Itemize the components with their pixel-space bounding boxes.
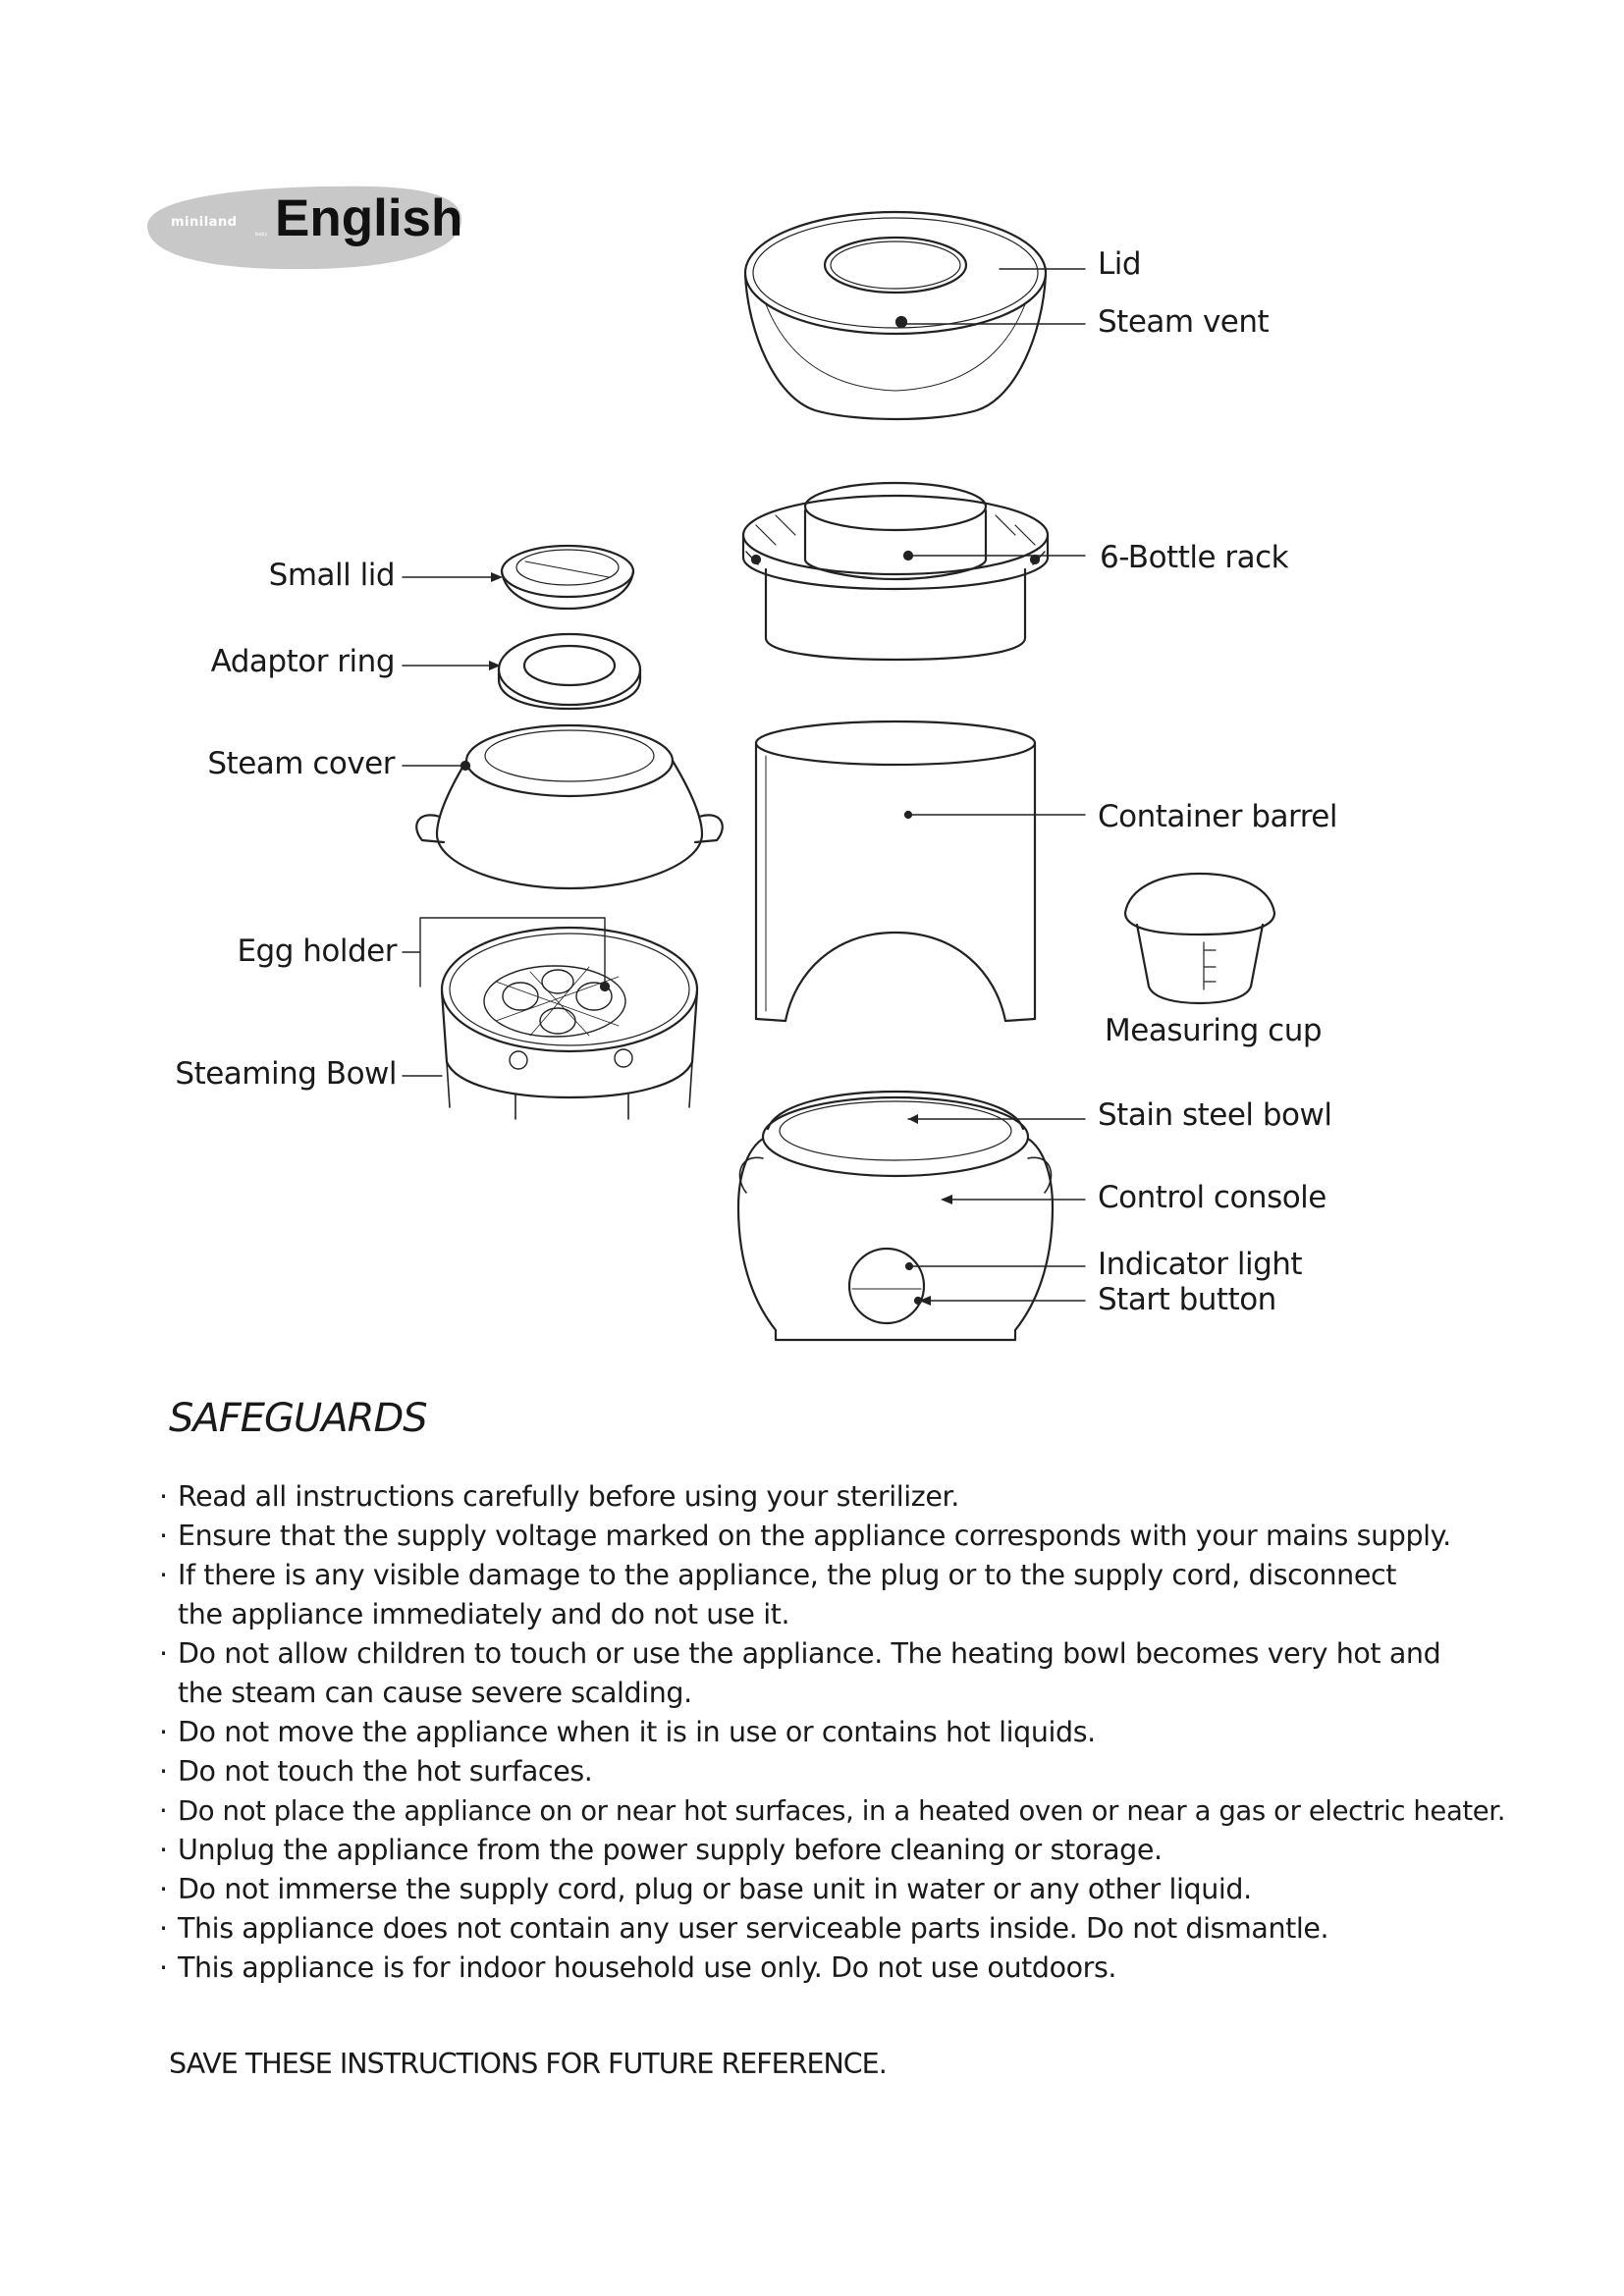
label-container-barrel: Container barrel [1098, 799, 1337, 834]
list-item: · If there is any visible damage to the appliance, the plug or to the supply cord, disconnect the appliance immediately and do not use it. [159, 1556, 1444, 1634]
label-lid: Lid [1098, 246, 1142, 282]
language-title: English [275, 189, 463, 247]
label-bottle-rack: 6-Bottle rack [1100, 540, 1289, 575]
label-start-button: Start button [1098, 1282, 1276, 1317]
list-item: · Do not immerse the supply cord, plug or base unit in water or any other liquid. [159, 1870, 1534, 1909]
label-egg-holder: Egg holder [237, 934, 397, 969]
label-adaptor-ring: Adaptor ring [210, 644, 395, 679]
lid-illustration [745, 212, 1046, 419]
label-stain-steel-bowl: Stain steel bowl [1098, 1097, 1332, 1133]
list-item: · Unplug the appliance from the power supply before cleaning or storage. [159, 1831, 1534, 1870]
label-steam-cover: Steam cover [207, 746, 395, 781]
save-instructions-note: SAVE THESE INSTRUCTIONS FOR FUTURE REFERENCE. [169, 2048, 887, 2080]
measuring-cup-illustration [1125, 874, 1274, 1003]
list-item: · Do not place the appliance on or near hot surfaces, in a heated oven or near a gas or electric heater. [159, 1791, 1534, 1831]
label-control-console: Control console [1098, 1180, 1326, 1215]
list-item: · Do not move the appliance when it is in use or contains hot liquids. [159, 1713, 1534, 1752]
safeguards-title: SAFEGUARDS [169, 1396, 427, 1441]
bottle-rack-illustration [743, 483, 1048, 660]
steaming-bowl-illustration [442, 928, 697, 1119]
list-item: · This appliance does not contain any user serviceable parts inside. Do not dismantle. [159, 1909, 1534, 1949]
list-item: · Do not touch the hot surfaces. [159, 1752, 1534, 1791]
label-steaming-bowl: Steaming Bowl [175, 1056, 397, 1092]
label-small-lid: Small lid [268, 558, 395, 593]
list-item: · Do not allow children to touch or use the appliance. The heating bowl becomes very hot and the steam can cause severe scalding. [159, 1634, 1464, 1713]
list-item: · Ensure that the supply voltage marked on the appliance corresponds with your mains supply. [159, 1517, 1534, 1556]
brand-sub-logo: baby [255, 232, 268, 238]
brand-logo: miniland [171, 215, 238, 230]
steam-cover-illustration [416, 725, 723, 888]
safeguards-list [159, 1477, 1534, 1988]
list-item: · Read all instructions carefully before using your sterilizer. [159, 1477, 1534, 1517]
label-measuring-cup: Measuring cup [1105, 1013, 1323, 1048]
adaptor-ring-illustration [499, 634, 640, 709]
label-indicator-light: Indicator light [1098, 1247, 1303, 1282]
list-item: · This appliance is for indoor household use only. Do not use outdoors. [159, 1949, 1534, 1988]
label-steam-vent: Steam vent [1098, 304, 1270, 340]
container-barrel-illustration [756, 721, 1035, 1021]
base-illustration [738, 1092, 1053, 1340]
small-lid-illustration [502, 546, 633, 609]
